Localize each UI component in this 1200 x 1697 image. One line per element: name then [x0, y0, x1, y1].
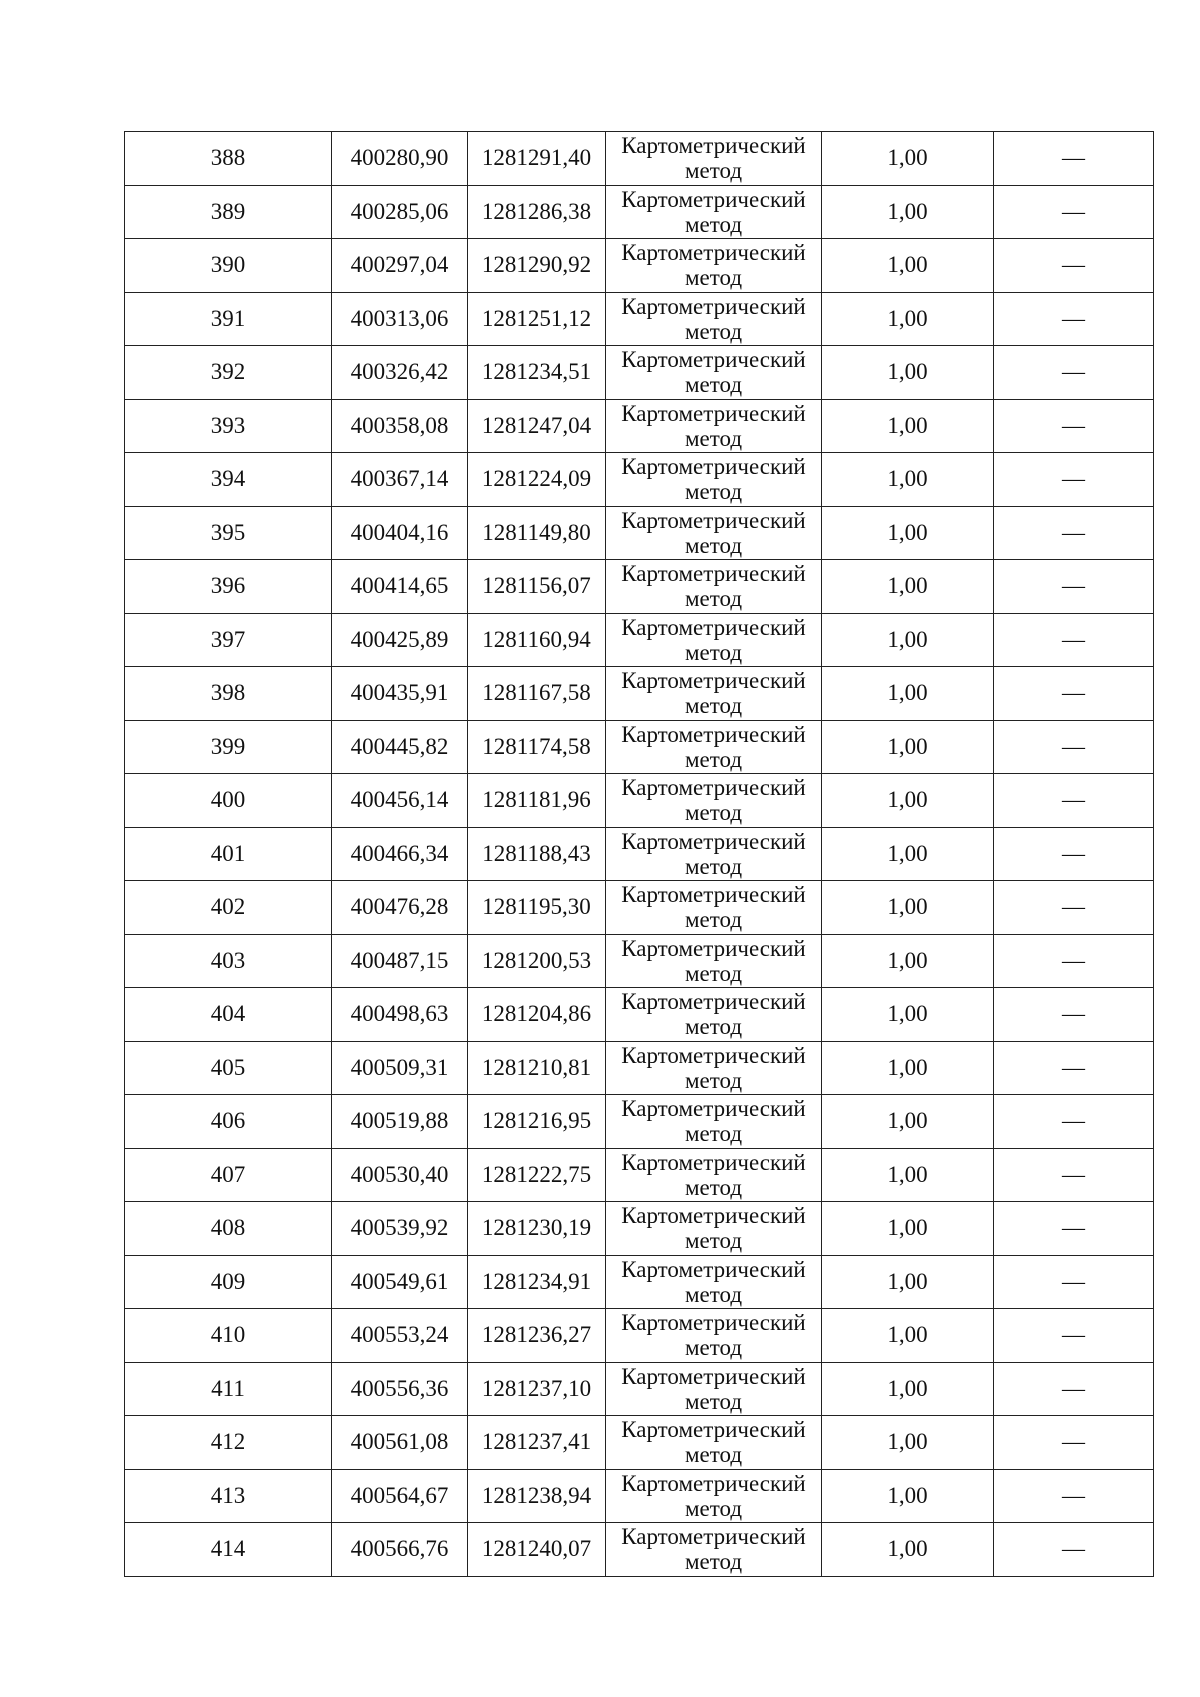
point-number-cell: 399 — [125, 720, 332, 774]
method-line-2: метод — [684, 425, 743, 451]
point-number-cell: 402 — [125, 881, 332, 935]
x-coordinate-cell: 400445,82 — [332, 720, 468, 774]
method-cell — [606, 560, 822, 614]
method-line-2: метод — [684, 265, 743, 291]
point-number-cell: 412 — [125, 1416, 332, 1470]
table-row — [125, 506, 1154, 560]
table-row — [125, 132, 1154, 186]
precision-cell: 1,00 — [822, 560, 994, 614]
method-line-1: Картометрический — [621, 882, 806, 908]
method-line-2: метод — [684, 1388, 743, 1414]
method-cell — [606, 239, 822, 293]
method-cell — [606, 934, 822, 988]
point-number-cell: 413 — [125, 1469, 332, 1523]
method-line-2: метод — [684, 853, 743, 879]
table-row — [125, 292, 1154, 346]
method-line-1: Картометрический — [621, 240, 806, 266]
precision-cell: 1,00 — [822, 1362, 994, 1416]
precision-cell: 1,00 — [822, 132, 994, 186]
y-coordinate-cell: 1281204,86 — [468, 988, 606, 1042]
coordinates-table-body — [125, 132, 1154, 1577]
table-row — [125, 1095, 1154, 1149]
y-coordinate-cell: 1281195,30 — [468, 881, 606, 935]
method-line-2: метод — [684, 1335, 743, 1361]
method-line-2: метод — [684, 372, 743, 398]
precision-cell: 1,00 — [822, 934, 994, 988]
y-coordinate-cell: 1281237,10 — [468, 1362, 606, 1416]
y-coordinate-cell: 1281237,41 — [468, 1416, 606, 1470]
note-cell: — — [994, 292, 1154, 346]
x-coordinate-cell: 400487,15 — [332, 934, 468, 988]
method-line-1: Картометрический — [621, 454, 806, 480]
method-line-1: Картометрический — [621, 1256, 806, 1282]
method-line-1: Картометрический — [621, 1417, 806, 1443]
note-cell: — — [994, 560, 1154, 614]
method-cell — [606, 1041, 822, 1095]
method-line-2: метод — [684, 800, 743, 826]
y-coordinate-cell: 1281230,19 — [468, 1202, 606, 1256]
note-cell: — — [994, 988, 1154, 1042]
x-coordinate-cell: 400556,36 — [332, 1362, 468, 1416]
method-line-1: Картометрический — [621, 1203, 806, 1229]
x-coordinate-cell: 400280,90 — [332, 132, 468, 186]
precision-cell: 1,00 — [822, 720, 994, 774]
point-number-cell: 388 — [125, 132, 332, 186]
y-coordinate-cell: 1281222,75 — [468, 1148, 606, 1202]
method-line-1: Картометрический — [621, 1149, 806, 1175]
note-cell: — — [994, 774, 1154, 828]
table-row — [125, 1148, 1154, 1202]
x-coordinate-cell: 400367,14 — [332, 453, 468, 507]
precision-cell: 1,00 — [822, 346, 994, 400]
method-line-1: Картометрический — [621, 1096, 806, 1122]
method-cell — [606, 1416, 822, 1470]
y-coordinate-cell: 1281200,53 — [468, 934, 606, 988]
y-coordinate-cell: 1281234,51 — [468, 346, 606, 400]
method-cell — [606, 1202, 822, 1256]
x-coordinate-cell: 400435,91 — [332, 667, 468, 721]
x-coordinate-cell: 400561,08 — [332, 1416, 468, 1470]
precision-cell: 1,00 — [822, 453, 994, 507]
y-coordinate-cell: 1281149,80 — [468, 506, 606, 560]
precision-cell: 1,00 — [822, 1469, 994, 1523]
note-cell: — — [994, 1041, 1154, 1095]
precision-cell: 1,00 — [822, 399, 994, 453]
point-number-cell: 392 — [125, 346, 332, 400]
method-line-2: метод — [684, 1174, 743, 1200]
y-coordinate-cell: 1281234,91 — [468, 1255, 606, 1309]
table-row — [125, 453, 1154, 507]
method-line-1: Картометрический — [621, 347, 806, 373]
method-cell — [606, 613, 822, 667]
method-cell — [606, 667, 822, 721]
x-coordinate-cell: 400498,63 — [332, 988, 468, 1042]
precision-cell: 1,00 — [822, 292, 994, 346]
x-coordinate-cell: 400456,14 — [332, 774, 468, 828]
method-line-2: метод — [684, 1495, 743, 1521]
method-cell — [606, 1362, 822, 1416]
precision-cell: 1,00 — [822, 1255, 994, 1309]
method-line-2: метод — [684, 1228, 743, 1254]
table-row — [125, 1202, 1154, 1256]
x-coordinate-cell: 400530,40 — [332, 1148, 468, 1202]
method-cell — [606, 881, 822, 935]
method-line-1: Картометрический — [621, 935, 806, 961]
point-number-cell: 389 — [125, 185, 332, 239]
method-line-1: Картометрический — [621, 400, 806, 426]
point-number-cell: 394 — [125, 453, 332, 507]
precision-cell: 1,00 — [822, 185, 994, 239]
note-cell: — — [994, 1148, 1154, 1202]
y-coordinate-cell: 1281167,58 — [468, 667, 606, 721]
method-cell — [606, 774, 822, 828]
method-cell — [606, 399, 822, 453]
method-line-2: метод — [684, 960, 743, 986]
method-line-2: метод — [684, 746, 743, 772]
x-coordinate-cell: 400285,06 — [332, 185, 468, 239]
method-cell — [606, 1469, 822, 1523]
x-coordinate-cell: 400476,28 — [332, 881, 468, 935]
method-cell — [606, 1095, 822, 1149]
precision-cell: 1,00 — [822, 774, 994, 828]
method-line-2: метод — [684, 1067, 743, 1093]
note-cell: — — [994, 1523, 1154, 1577]
method-line-2: метод — [684, 532, 743, 558]
method-line-1: Картометрический — [621, 133, 806, 159]
table-row — [125, 185, 1154, 239]
table-row — [125, 346, 1154, 400]
point-number-cell: 403 — [125, 934, 332, 988]
method-line-2: метод — [684, 1442, 743, 1468]
note-cell: — — [994, 613, 1154, 667]
point-number-cell: 396 — [125, 560, 332, 614]
table-row — [125, 1523, 1154, 1577]
method-line-1: Картометрический — [621, 668, 806, 694]
point-number-cell: 408 — [125, 1202, 332, 1256]
table-row — [125, 239, 1154, 293]
method-line-2: метод — [684, 639, 743, 665]
table-row — [125, 881, 1154, 935]
precision-cell: 1,00 — [822, 667, 994, 721]
method-line-1: Картометрический — [621, 614, 806, 640]
method-line-1: Картометрический — [621, 1042, 806, 1068]
method-line-2: метод — [684, 586, 743, 612]
method-line-1: Картометрический — [621, 1363, 806, 1389]
method-cell — [606, 1309, 822, 1363]
precision-cell: 1,00 — [822, 1041, 994, 1095]
note-cell: — — [994, 1469, 1154, 1523]
method-line-1: Картометрический — [621, 721, 806, 747]
method-line-1: Картометрический — [621, 775, 806, 801]
method-line-2: метод — [684, 1281, 743, 1307]
table-row — [125, 1416, 1154, 1470]
point-number-cell: 393 — [125, 399, 332, 453]
x-coordinate-cell: 400404,16 — [332, 506, 468, 560]
coordinates-table — [124, 131, 1154, 1577]
point-number-cell: 407 — [125, 1148, 332, 1202]
method-cell — [606, 1523, 822, 1577]
method-cell — [606, 506, 822, 560]
method-line-1: Картометрический — [621, 561, 806, 587]
precision-cell: 1,00 — [822, 1148, 994, 1202]
x-coordinate-cell: 400549,61 — [332, 1255, 468, 1309]
method-cell — [606, 827, 822, 881]
table-row — [125, 1255, 1154, 1309]
table-row — [125, 399, 1154, 453]
table-row — [125, 560, 1154, 614]
note-cell: — — [994, 1362, 1154, 1416]
point-number-cell: 405 — [125, 1041, 332, 1095]
point-number-cell: 406 — [125, 1095, 332, 1149]
method-line-1: Картометрический — [621, 1470, 806, 1496]
x-coordinate-cell: 400564,67 — [332, 1469, 468, 1523]
method-line-1: Картометрический — [621, 828, 806, 854]
method-cell — [606, 1148, 822, 1202]
table-row — [125, 934, 1154, 988]
method-cell — [606, 132, 822, 186]
table-row — [125, 1469, 1154, 1523]
method-line-2: метод — [684, 318, 743, 344]
note-cell: — — [994, 667, 1154, 721]
precision-cell: 1,00 — [822, 1202, 994, 1256]
note-cell: — — [994, 239, 1154, 293]
method-line-2: метод — [684, 158, 743, 184]
table-row — [125, 613, 1154, 667]
method-line-2: метод — [684, 693, 743, 719]
point-number-cell: 397 — [125, 613, 332, 667]
note-cell: — — [994, 1416, 1154, 1470]
y-coordinate-cell: 1281247,04 — [468, 399, 606, 453]
note-cell: — — [994, 399, 1154, 453]
y-coordinate-cell: 1281291,40 — [468, 132, 606, 186]
note-cell: — — [994, 1255, 1154, 1309]
note-cell: — — [994, 132, 1154, 186]
x-coordinate-cell: 400414,65 — [332, 560, 468, 614]
table-row — [125, 667, 1154, 721]
precision-cell: 1,00 — [822, 1309, 994, 1363]
method-cell — [606, 292, 822, 346]
table-row — [125, 1362, 1154, 1416]
method-line-1: Картометрический — [621, 989, 806, 1015]
method-line-2: метод — [684, 907, 743, 933]
table-row — [125, 988, 1154, 1042]
y-coordinate-cell: 1281156,07 — [468, 560, 606, 614]
point-number-cell: 404 — [125, 988, 332, 1042]
x-coordinate-cell: 400313,06 — [332, 292, 468, 346]
x-coordinate-cell: 400539,92 — [332, 1202, 468, 1256]
method-line-1: Картометрический — [621, 1524, 806, 1550]
x-coordinate-cell: 400466,34 — [332, 827, 468, 881]
precision-cell: 1,00 — [822, 506, 994, 560]
y-coordinate-cell: 1281224,09 — [468, 453, 606, 507]
y-coordinate-cell: 1281251,12 — [468, 292, 606, 346]
method-line-2: метод — [684, 1121, 743, 1147]
note-cell: — — [994, 720, 1154, 774]
precision-cell: 1,00 — [822, 613, 994, 667]
method-line-2: метод — [684, 211, 743, 237]
y-coordinate-cell: 1281286,38 — [468, 185, 606, 239]
x-coordinate-cell: 400519,88 — [332, 1095, 468, 1149]
y-coordinate-cell: 1281181,96 — [468, 774, 606, 828]
table-row — [125, 774, 1154, 828]
table-row — [125, 827, 1154, 881]
point-number-cell: 410 — [125, 1309, 332, 1363]
method-line-1: Картометрический — [621, 507, 806, 533]
note-cell: — — [994, 1202, 1154, 1256]
x-coordinate-cell: 400326,42 — [332, 346, 468, 400]
point-number-cell: 409 — [125, 1255, 332, 1309]
point-number-cell: 411 — [125, 1362, 332, 1416]
method-cell — [606, 346, 822, 400]
precision-cell: 1,00 — [822, 827, 994, 881]
precision-cell: 1,00 — [822, 1416, 994, 1470]
y-coordinate-cell: 1281216,95 — [468, 1095, 606, 1149]
note-cell: — — [994, 506, 1154, 560]
y-coordinate-cell: 1281290,92 — [468, 239, 606, 293]
note-cell: — — [994, 346, 1154, 400]
note-cell: — — [994, 934, 1154, 988]
note-cell: — — [994, 185, 1154, 239]
point-number-cell: 395 — [125, 506, 332, 560]
x-coordinate-cell: 400509,31 — [332, 1041, 468, 1095]
y-coordinate-cell: 1281174,58 — [468, 720, 606, 774]
x-coordinate-cell: 400358,08 — [332, 399, 468, 453]
x-coordinate-cell: 400425,89 — [332, 613, 468, 667]
table-row — [125, 720, 1154, 774]
note-cell: — — [994, 1309, 1154, 1363]
note-cell: — — [994, 1095, 1154, 1149]
method-line-1: Картометрический — [621, 1310, 806, 1336]
table-row — [125, 1309, 1154, 1363]
precision-cell: 1,00 — [822, 1095, 994, 1149]
note-cell: — — [994, 827, 1154, 881]
y-coordinate-cell: 1281236,27 — [468, 1309, 606, 1363]
note-cell: — — [994, 881, 1154, 935]
y-coordinate-cell: 1281240,07 — [468, 1523, 606, 1577]
point-number-cell: 401 — [125, 827, 332, 881]
method-cell — [606, 1255, 822, 1309]
point-number-cell: 391 — [125, 292, 332, 346]
method-line-1: Картометрический — [621, 293, 806, 319]
method-cell — [606, 453, 822, 507]
point-number-cell: 400 — [125, 774, 332, 828]
precision-cell: 1,00 — [822, 881, 994, 935]
x-coordinate-cell: 400566,76 — [332, 1523, 468, 1577]
note-cell: — — [994, 453, 1154, 507]
precision-cell: 1,00 — [822, 239, 994, 293]
precision-cell: 1,00 — [822, 1523, 994, 1577]
table-row — [125, 1041, 1154, 1095]
point-number-cell: 414 — [125, 1523, 332, 1577]
method-line-1: Картометрический — [621, 186, 806, 212]
precision-cell: 1,00 — [822, 988, 994, 1042]
method-cell — [606, 720, 822, 774]
point-number-cell: 398 — [125, 667, 332, 721]
y-coordinate-cell: 1281188,43 — [468, 827, 606, 881]
method-cell — [606, 185, 822, 239]
method-cell — [606, 988, 822, 1042]
x-coordinate-cell: 400297,04 — [332, 239, 468, 293]
point-number-cell: 390 — [125, 239, 332, 293]
method-line-2: метод — [684, 479, 743, 505]
method-line-2: метод — [684, 1549, 743, 1575]
method-line-2: метод — [684, 1014, 743, 1040]
y-coordinate-cell: 1281238,94 — [468, 1469, 606, 1523]
x-coordinate-cell: 400553,24 — [332, 1309, 468, 1363]
y-coordinate-cell: 1281160,94 — [468, 613, 606, 667]
y-coordinate-cell: 1281210,81 — [468, 1041, 606, 1095]
